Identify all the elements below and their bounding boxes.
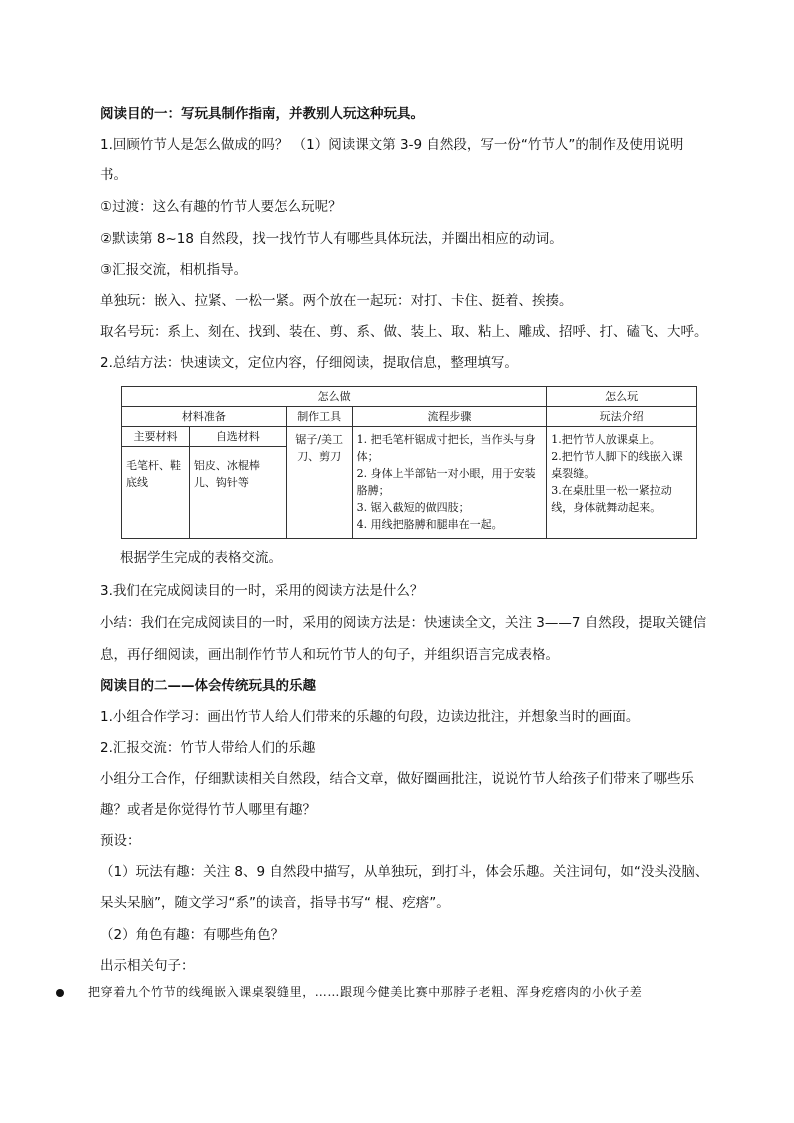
goal2-heading: 阅读目的二——体会传统玩具的乐趣	[100, 678, 316, 694]
table-tools-header: 制作工具	[286, 407, 352, 427]
fun2-text: （2）角色有趣：有哪些角色？	[100, 927, 285, 943]
bullet-icon	[56, 989, 64, 997]
table-play-intro-header: 玩法介绍	[547, 407, 697, 427]
goal2-para-line1: 小组分工合作，仔细默读相关自然段，结合文章，做好圈画批注，说说竹节人给孩子们带来了哪些乐	[100, 771, 694, 787]
table-step-item: 4. 用线把胳膊和腿串在一起。	[356, 518, 503, 531]
question2-text: 2.总结方法：快速读文，定位内容，仔细阅读，提取信息，整理填写。	[100, 355, 518, 371]
after-table-text: 根据学生完成的表格交流。	[120, 550, 282, 566]
table-optional-material-header: 自选材料	[189, 427, 286, 447]
show-sentences-label: 出示相关句子：	[100, 958, 195, 974]
table-play-item: 2.把竹节人脚下的线嵌入课桌裂缝。	[551, 450, 683, 480]
table-play-item: 3.在桌肚里一松一紧拉动线，身体就舞动起来。	[551, 484, 672, 514]
fun1-line1: （1）玩法有趣：关注 8、9 自然段中描写，从单独玩，到打斗，体会乐趣。关注词句，如“没头没脑、	[100, 864, 709, 880]
play-named-text: 取名号玩：系上、刻在、找到、装在、剪、系、做、装上、取、粘上、雕成、招呼、打、磕飞、大呼。	[100, 324, 708, 340]
table-optional-material-value: 铝皮、冰棍棒儿、钩针等	[189, 447, 286, 539]
table-materials-header: 材料准备	[122, 407, 287, 427]
question1-line2: 书。	[100, 167, 127, 183]
preset-label: 预设：	[100, 833, 141, 849]
table-step-item: 1. 把毛笔杆锯成寸把长，当作头与身体；	[356, 433, 536, 463]
goal2-item2: 2.汇报交流：竹节人带给人们的乐趣	[100, 740, 316, 756]
making-table	[121, 386, 697, 539]
question1-line1: 1.回顾竹节人是怎么做成的吗？ （1）阅读课文第 3-9 自然段，写一份“竹节人”的制作及使用说明	[100, 137, 684, 153]
step3-text: ③汇报交流，相机指导。	[100, 262, 248, 278]
quoted-sentence: 把穿着九个竹节的线绳嵌入课桌裂缝里，……跟现今健美比赛中那脖子老粗、浑身疙瘩肉的小伙子差	[88, 985, 643, 999]
step2-text: ②默读第 8~18 自然段，找一找竹节人有哪些具体玩法，并圈出相应的动词。	[100, 231, 563, 247]
table-main-material-value: 毛笔杆、鞋底线	[122, 447, 190, 539]
play-solo-text: 单独玩：嵌入、拉紧、一松一紧。两个放在一起玩：对打、卡住、挺着、挨揍。	[100, 293, 573, 309]
fun1-line2: 呆头呆脑”，随文学习“系”的读音，指导书写“ 棍、疙瘩”。	[100, 895, 450, 911]
goal2-item1: 1.小组合作学习：画出竹节人给人们带来的乐趣的句段，边读边批注，并想象当时的画面。	[100, 709, 640, 725]
step1-text: ①过渡：这么有趣的竹节人要怎么玩呢？	[100, 199, 342, 215]
table-play-cell	[547, 427, 697, 539]
table-step-item: 2. 身体上半部钻一对小眼，用于安装胳膊；	[356, 467, 536, 497]
goal2-para-line2: 趣？或者是你觉得竹节人哪里有趣？	[100, 802, 316, 818]
table-main-material-header: 主要材料	[122, 427, 190, 447]
summary-line1: 小结：我们在完成阅读目的一时，采用的阅读方法是：快速读全文，关注 3——7 自然段，提取关键信	[100, 615, 707, 631]
table-step-item: 3. 锯入截短的做四肢；	[356, 501, 470, 514]
table-head-make: 怎么做	[122, 387, 547, 407]
question3-text: 3.我们在完成阅读目的一时，采用的阅读方法是什么？	[100, 583, 424, 599]
table-steps-cell	[352, 427, 547, 539]
table-play-item: 1.把竹节人放课桌上。	[551, 433, 661, 446]
table-head-play: 怎么玩	[547, 387, 697, 407]
summary-line2: 息，再仔细阅读，画出制作竹节人和玩竹节人的句子，并组织语言完成表格。	[100, 647, 559, 663]
table-process-header: 流程步骤	[352, 407, 547, 427]
table-tools-value: 锯子/美工刀、剪刀	[286, 427, 352, 539]
goal1-heading: 阅读目的一：写玩具制作指南，并教别人玩这种玩具。	[100, 106, 424, 122]
